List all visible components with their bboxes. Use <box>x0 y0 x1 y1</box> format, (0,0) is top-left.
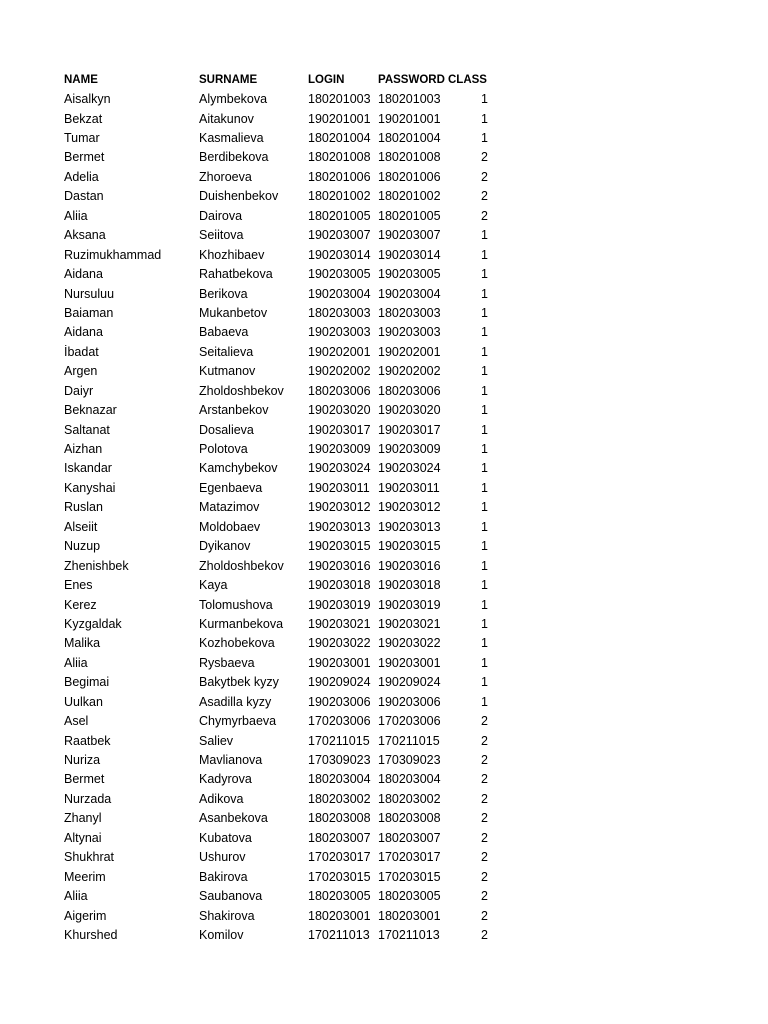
cell-password: 190203009 <box>378 442 441 457</box>
cell-surname: Chymyrbaeva <box>199 714 277 729</box>
cell-surname: Moldobaev <box>199 519 261 534</box>
cell-class: 1 <box>481 364 488 379</box>
cell-password: 170211013 <box>378 927 440 942</box>
cell-surname: Mavlianova <box>199 753 263 768</box>
cell-name: Enes <box>64 578 93 593</box>
cell-name: Uulkan <box>64 694 103 709</box>
cell-class: 2 <box>481 791 488 806</box>
cell-name: Aigerim <box>64 908 107 923</box>
table-row <box>64 925 504 944</box>
cell-name: Nursuluu <box>64 286 115 301</box>
cell-password: 190209024 <box>378 675 441 690</box>
cell-password: 180201004 <box>378 131 441 146</box>
cell-password: 190203011 <box>378 480 440 495</box>
table-body <box>64 89 504 944</box>
table-row <box>64 323 504 342</box>
header-surname: SURNAME <box>199 73 258 86</box>
cell-password: 170211015 <box>378 733 440 748</box>
cell-surname: Kasmalieva <box>199 131 264 146</box>
table-row <box>64 634 504 653</box>
cell-class: 1 <box>481 442 488 457</box>
table-row <box>64 420 504 439</box>
cell-class: 2 <box>481 753 488 768</box>
table-row <box>64 439 504 458</box>
cell-surname: Bakirova <box>199 869 248 884</box>
cell-login: 190203007 <box>308 228 371 243</box>
cell-name: Nuriza <box>64 753 101 768</box>
cell-surname: Seitalieva <box>199 344 254 359</box>
cell-surname: Kurmanbekova <box>199 616 284 631</box>
table-row <box>64 906 504 925</box>
cell-class: 2 <box>481 150 488 165</box>
table-row <box>64 381 504 400</box>
cell-surname: Adikova <box>199 791 244 806</box>
cell-class: 2 <box>481 189 488 204</box>
cell-name: Daiyr <box>64 383 94 398</box>
table-row <box>64 498 504 517</box>
cell-class: 2 <box>481 869 488 884</box>
cell-name: Aliia <box>64 655 88 670</box>
header-name: NAME <box>64 73 98 86</box>
cell-class: 1 <box>481 344 488 359</box>
cell-class: 1 <box>481 558 488 573</box>
cell-login: 180201003 <box>308 92 371 107</box>
cell-login: 180203006 <box>308 383 371 398</box>
table-row <box>64 653 504 672</box>
cell-password: 190203015 <box>378 539 441 554</box>
cell-password: 190203020 <box>378 403 441 418</box>
cell-name: Iskandar <box>64 461 112 476</box>
cell-name: Nurzada <box>64 791 112 806</box>
cell-surname: Kutmanov <box>199 364 256 379</box>
cell-password: 170309023 <box>378 753 441 768</box>
table-row <box>64 284 504 303</box>
cell-login: 190203004 <box>308 286 371 301</box>
cell-login: 170211013 <box>308 927 370 942</box>
cell-class: 2 <box>481 208 488 223</box>
cell-password: 190203016 <box>378 558 441 573</box>
cell-class: 1 <box>481 422 488 437</box>
table-row <box>64 867 504 886</box>
cell-class: 1 <box>481 616 488 631</box>
cell-name: Bekzat <box>64 111 103 126</box>
cell-password: 190203018 <box>378 578 441 593</box>
cell-name: Malika <box>64 636 101 651</box>
cell-password: 190203024 <box>378 461 441 476</box>
cell-login: 180201006 <box>308 169 371 184</box>
cell-password: 190203013 <box>378 519 441 534</box>
cell-class: 1 <box>481 675 488 690</box>
cell-login: 190209024 <box>308 675 371 690</box>
cell-class: 1 <box>481 694 488 709</box>
cell-password: 190203019 <box>378 597 441 612</box>
cell-class: 2 <box>481 733 488 748</box>
cell-login: 190203014 <box>308 247 371 262</box>
cell-login: 180201004 <box>308 131 371 146</box>
table-row <box>64 187 504 206</box>
cell-surname: Shakirova <box>199 908 255 923</box>
cell-class: 1 <box>481 597 488 612</box>
cell-class: 1 <box>481 286 488 301</box>
cell-surname: Khozhibaev <box>199 247 265 262</box>
cell-surname: Ushurov <box>199 850 246 865</box>
cell-password: 180201005 <box>378 208 441 223</box>
cell-password: 180203003 <box>378 305 441 320</box>
table-row <box>64 362 504 381</box>
cell-name: Adelia <box>64 169 99 184</box>
cell-login: 190203024 <box>308 461 371 476</box>
cell-login: 190203003 <box>308 325 371 340</box>
cell-name: Bermet <box>64 772 105 787</box>
cell-surname: Dosalieva <box>199 422 254 437</box>
table-row <box>64 400 504 419</box>
cell-password: 180201008 <box>378 150 441 165</box>
table-row <box>64 828 504 847</box>
cell-password: 180203008 <box>378 811 441 826</box>
table-row <box>64 537 504 556</box>
cell-login: 190203001 <box>308 655 371 670</box>
table-row <box>64 556 504 575</box>
cell-name: Dastan <box>64 189 104 204</box>
cell-name: Ruzimukhammad <box>64 247 162 262</box>
cell-surname: Kubatova <box>199 830 252 845</box>
cell-name: Aidana <box>64 267 103 282</box>
cell-name: Aliia <box>64 208 88 223</box>
cell-name: Aliia <box>64 889 88 904</box>
table-row <box>64 809 504 828</box>
cell-class: 1 <box>481 403 488 418</box>
table-row <box>64 595 504 614</box>
cell-password: 190203004 <box>378 286 441 301</box>
cell-surname: Asadilla kyzy <box>199 694 272 709</box>
cell-surname: Mukanbetov <box>199 305 268 320</box>
cell-name: Saltanat <box>64 422 110 437</box>
cell-password: 190203005 <box>378 267 441 282</box>
cell-class: 1 <box>481 461 488 476</box>
cell-surname: Dairova <box>199 208 243 223</box>
cell-password: 190202001 <box>378 344 441 359</box>
cell-login: 190202001 <box>308 344 371 359</box>
cell-password: 180203006 <box>378 383 441 398</box>
cell-login: 180201005 <box>308 208 371 223</box>
header-class: CLASS <box>448 73 487 86</box>
cell-surname: Berdibekova <box>199 150 269 165</box>
cell-name: Raatbek <box>64 733 111 748</box>
cell-password: 180203002 <box>378 791 441 806</box>
cell-surname: Saliev <box>199 733 234 748</box>
cell-login: 180203003 <box>308 305 371 320</box>
cell-surname: Kaya <box>199 578 228 593</box>
table-row <box>64 109 504 128</box>
cell-login: 190203011 <box>308 480 370 495</box>
cell-login: 190203019 <box>308 597 371 612</box>
student-table <box>64 70 504 945</box>
cell-class: 1 <box>481 228 488 243</box>
cell-surname: Zhoroeva <box>199 169 252 184</box>
cell-password: 190203021 <box>378 616 441 631</box>
cell-login: 180203008 <box>308 811 371 826</box>
cell-password: 170203015 <box>378 869 441 884</box>
cell-password: 180203005 <box>378 889 441 904</box>
cell-login: 190202002 <box>308 364 371 379</box>
cell-login: 190203005 <box>308 267 371 282</box>
table-row <box>64 770 504 789</box>
cell-class: 2 <box>481 169 488 184</box>
cell-surname: Dyikanov <box>199 539 251 554</box>
cell-password: 190203001 <box>378 655 441 670</box>
cell-password: 180201006 <box>378 169 441 184</box>
cell-name: Begimai <box>64 675 110 690</box>
cell-class: 1 <box>481 131 488 146</box>
cell-login: 170203015 <box>308 869 371 884</box>
cell-password: 170203006 <box>378 714 441 729</box>
table-row <box>64 342 504 361</box>
cell-login: 190203018 <box>308 578 371 593</box>
cell-class: 1 <box>481 578 488 593</box>
header-login: LOGIN <box>308 73 345 86</box>
cell-class: 1 <box>481 383 488 398</box>
cell-name: Alseiit <box>64 519 98 534</box>
cell-password: 190203017 <box>378 422 441 437</box>
cell-login: 190203020 <box>308 403 371 418</box>
header-password: PASSWORD <box>378 73 445 86</box>
table-row <box>64 206 504 225</box>
cell-password: 190201001 <box>378 111 441 126</box>
cell-name: Bermet <box>64 150 105 165</box>
cell-name: Zhanyl <box>64 811 102 826</box>
table-row <box>64 303 504 322</box>
cell-login: 190203016 <box>308 558 371 573</box>
cell-login: 190203013 <box>308 519 371 534</box>
table-row <box>64 614 504 633</box>
cell-surname: Bakytbek kyzy <box>199 675 279 690</box>
cell-password: 190203014 <box>378 247 441 262</box>
cell-class: 2 <box>481 850 488 865</box>
cell-name: İbadat <box>64 344 99 359</box>
cell-login: 170211015 <box>308 733 370 748</box>
cell-login: 180203005 <box>308 889 371 904</box>
cell-name: Ruslan <box>64 500 103 515</box>
cell-surname: Tolomushova <box>199 597 273 612</box>
table-row <box>64 459 504 478</box>
cell-password: 190203012 <box>378 500 441 515</box>
table-row <box>64 692 504 711</box>
table-row <box>64 575 504 594</box>
cell-surname: Kadyrova <box>199 772 252 787</box>
cell-surname: Matazimov <box>199 500 260 515</box>
cell-surname: Babaeva <box>199 325 249 340</box>
cell-surname: Rysbaeva <box>199 655 255 670</box>
cell-class: 2 <box>481 889 488 904</box>
table-row <box>64 711 504 730</box>
cell-password: 190203006 <box>378 694 441 709</box>
cell-name: Argen <box>64 364 98 379</box>
table-row <box>64 264 504 283</box>
cell-password: 180203007 <box>378 830 441 845</box>
cell-name: Aisalkyn <box>64 92 111 107</box>
cell-password: 170203017 <box>378 850 441 865</box>
cell-surname: Kamchybekov <box>199 461 278 476</box>
cell-surname: Arstanbekov <box>199 403 269 418</box>
cell-name: Asel <box>64 714 89 729</box>
cell-name: Altynai <box>64 830 102 845</box>
cell-name: Kyzgaldak <box>64 616 122 631</box>
cell-name: Beknazar <box>64 403 117 418</box>
table-row <box>64 886 504 905</box>
table-row <box>64 167 504 186</box>
cell-class: 1 <box>481 480 488 495</box>
cell-password: 190203022 <box>378 636 441 651</box>
cell-login: 170309023 <box>308 753 371 768</box>
cell-login: 180203007 <box>308 830 371 845</box>
cell-surname: Seiitova <box>199 228 244 243</box>
cell-login: 180201008 <box>308 150 371 165</box>
table-row <box>64 750 504 769</box>
cell-surname: Polotova <box>199 442 248 457</box>
cell-password: 190202002 <box>378 364 441 379</box>
cell-login: 190201001 <box>308 111 371 126</box>
cell-class: 1 <box>481 111 488 126</box>
cell-class: 1 <box>481 519 488 534</box>
cell-name: Baiaman <box>64 305 114 320</box>
table-header-row <box>64 70 504 89</box>
cell-class: 1 <box>481 305 488 320</box>
cell-class: 1 <box>481 500 488 515</box>
cell-surname: Komilov <box>199 927 244 942</box>
cell-class: 2 <box>481 908 488 923</box>
cell-class: 2 <box>481 830 488 845</box>
cell-login: 180201002 <box>308 189 371 204</box>
cell-login: 190203006 <box>308 694 371 709</box>
cell-surname: Kozhobekova <box>199 636 275 651</box>
cell-class: 2 <box>481 772 488 787</box>
cell-password: 180203004 <box>378 772 441 787</box>
table-row <box>64 128 504 147</box>
cell-surname: Zholdoshbekov <box>199 383 284 398</box>
cell-password: 190203007 <box>378 228 441 243</box>
cell-surname: Zholdoshbekov <box>199 558 284 573</box>
cell-name: Nuzup <box>64 539 101 554</box>
cell-name: Aizhan <box>64 442 103 457</box>
cell-password: 180203001 <box>378 908 441 923</box>
cell-class: 1 <box>481 267 488 282</box>
cell-class: 1 <box>481 636 488 651</box>
table-row <box>64 517 504 536</box>
table-row <box>64 731 504 750</box>
cell-surname: Duishenbekov <box>199 189 279 204</box>
table-row <box>64 789 504 808</box>
cell-surname: Rahatbekova <box>199 267 273 282</box>
cell-surname: Asanbekova <box>199 811 268 826</box>
cell-password: 180201002 <box>378 189 441 204</box>
cell-login: 190203022 <box>308 636 371 651</box>
cell-surname: Aitakunov <box>199 111 254 126</box>
cell-name: Khurshed <box>64 927 118 942</box>
cell-login: 190203012 <box>308 500 371 515</box>
cell-password: 190203003 <box>378 325 441 340</box>
cell-login: 170203006 <box>308 714 371 729</box>
cell-surname: Saubanova <box>199 889 263 904</box>
cell-name: Meerim <box>64 869 106 884</box>
cell-surname: Berikova <box>199 286 248 301</box>
cell-name: Tumar <box>64 131 100 146</box>
cell-name: Kerez <box>64 597 97 612</box>
cell-name: Aidana <box>64 325 103 340</box>
cell-name: Aksana <box>64 228 106 243</box>
cell-login: 190203009 <box>308 442 371 457</box>
table-row <box>64 226 504 245</box>
cell-class: 1 <box>481 247 488 262</box>
table-row <box>64 89 504 108</box>
cell-surname: Egenbaeva <box>199 480 263 495</box>
cell-login: 190203017 <box>308 422 371 437</box>
cell-class: 1 <box>481 539 488 554</box>
cell-name: Zhenishbek <box>64 558 129 573</box>
cell-login: 180203004 <box>308 772 371 787</box>
table-row <box>64 673 504 692</box>
cell-class: 1 <box>481 655 488 670</box>
cell-password: 180201003 <box>378 92 441 107</box>
cell-surname: Alymbekova <box>199 92 268 107</box>
table-row <box>64 245 504 264</box>
cell-class: 2 <box>481 714 488 729</box>
table-row <box>64 848 504 867</box>
cell-login: 180203001 <box>308 908 371 923</box>
table-row <box>64 148 504 167</box>
cell-login: 190203021 <box>308 616 371 631</box>
cell-login: 180203002 <box>308 791 371 806</box>
cell-class: 2 <box>481 811 488 826</box>
cell-name: Shukhrat <box>64 850 115 865</box>
cell-login: 190203015 <box>308 539 371 554</box>
table-row <box>64 478 504 497</box>
cell-class: 1 <box>481 325 488 340</box>
cell-name: Kanyshai <box>64 480 116 495</box>
cell-class: 1 <box>481 92 488 107</box>
cell-login: 170203017 <box>308 850 371 865</box>
cell-class: 2 <box>481 927 488 942</box>
